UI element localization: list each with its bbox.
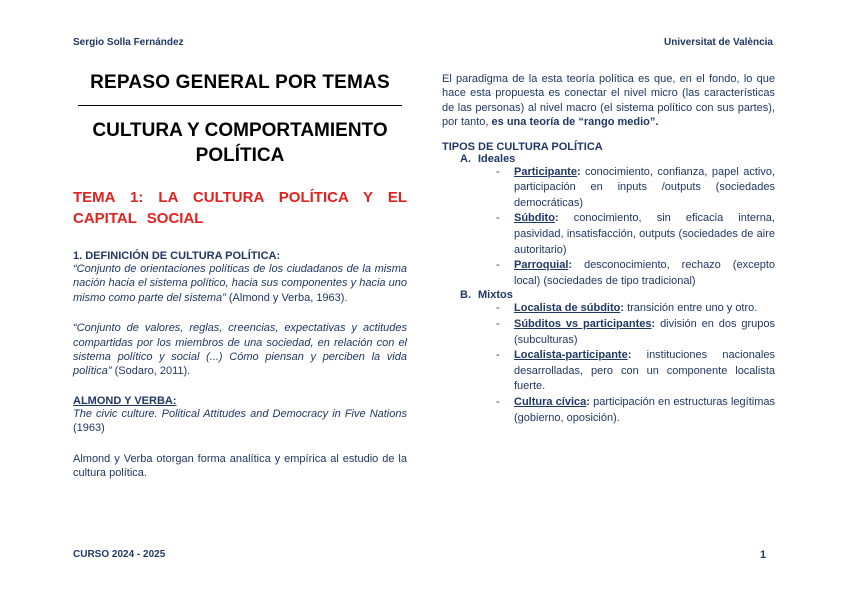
culture-type-term: Localista-participante [514, 349, 628, 362]
quote-citation: (Almond y Verba, 1963). [225, 291, 348, 304]
left-column [73, 72, 407, 480]
group-label: Mixtos [478, 289, 513, 302]
header-institution: Universitat de València [664, 37, 773, 48]
list-item [442, 348, 775, 395]
list-item [442, 258, 775, 289]
intro-bold-text: es una teoría de “rango medio”. [491, 116, 659, 129]
bullet-dash: - [496, 317, 500, 330]
book-title: The civic culture. Political Attitudes and Democracy in Five Nations [73, 407, 407, 420]
page-number: 1 [760, 549, 767, 561]
term-colon: : [586, 395, 590, 408]
culture-type-description: conocimiento, confianza, papel activo, participación en inputs /outputs (sociedades democráticas) [514, 165, 775, 209]
culture-type-description: participación en estructuras legítimas (gobierno, oposición). [514, 395, 775, 424]
culture-type-description: instituciones nacionales desarrolladas, pero con un componente localista fuerte. [514, 349, 775, 393]
culture-type-term: Súbdito [514, 212, 555, 225]
term-colon: : [620, 302, 625, 315]
culture-type-description: conocimiento, sin eficacia interna, pasividad, insatisfacción, outputs (sociedades de aire autoritario) [514, 212, 775, 256]
culture-type-term: Parroquial [514, 259, 569, 272]
closing-paragraph: Almond y Verba otorgan forma analítica y empírica al estudio de la cultura política. [73, 452, 407, 480]
culture-type-description: desconocimiento, rechazo (excepto local) (sociedades de tipo tradicional) [514, 259, 775, 287]
group-label: Ideales [478, 152, 516, 165]
book-reference [73, 407, 407, 436]
intro-text: El paradigma de la esta teoría política es que, en el fondo, lo que hace esta propuesta es conectar el nivel micro (las características de las personas) al nivel macro (el sistema político con sus partes), por tanto, [442, 73, 775, 129]
list-item [442, 301, 775, 317]
term-colon: : [568, 259, 573, 272]
term-colon: : [576, 165, 581, 178]
culture-type-list [442, 301, 775, 426]
bullet-dash: - [496, 395, 500, 408]
quote-sodaro [73, 321, 407, 379]
bullet-dash: - [496, 259, 500, 272]
quote-text: “Conjunto de orientaciones políticas de los ciudadanos de la misma nación hacia el sistema político, hacia sus componentes y hacia uno mismo como parte del sistema” [73, 263, 407, 304]
intro-paragraph [442, 72, 775, 130]
bullet-dash: - [496, 302, 500, 315]
bullet-dash: - [496, 165, 500, 178]
document-subtitle: CULTURA Y COMPORTAMIENTO POLÍTICA [92, 120, 388, 166]
book-year: (1963) [73, 422, 105, 435]
culture-type-groups [442, 153, 775, 427]
header-author: Sergio Solla Fernández [73, 37, 184, 48]
footer-course: CURSO 2024 - 2025 [73, 549, 166, 560]
list-item [442, 165, 775, 212]
culture-type-description: transición entre uno y otro. [624, 302, 758, 315]
quote-almond-verba [73, 262, 407, 305]
group-heading [460, 289, 775, 301]
culture-type-term: Participante [514, 165, 577, 178]
term-colon: : [651, 317, 656, 330]
bullet-dash: - [496, 212, 500, 225]
almond-verba-heading: ALMOND Y VERBA: [73, 394, 177, 407]
list-item [442, 395, 775, 426]
culture-type-list [442, 165, 775, 290]
culture-type-term: Súbditos vs participantes [514, 317, 652, 330]
term-colon: : [554, 212, 559, 225]
tema-heading: TEMA 1: LA CULTURA POLÍTICA Y EL CAPITAL SOCIAL [73, 189, 407, 227]
title-divider [78, 105, 402, 106]
term-colon: : [627, 349, 632, 362]
quote-text: “Conjunto de valores, reglas, creencias, expectativas y actitudes compartidas por los miembros de una sociedad, en relación con el sistema político y social (...) Cómo piensan y perciben la vida política” [73, 322, 407, 378]
culture-type-term: Cultura cívica [514, 395, 587, 408]
group-heading [460, 153, 775, 165]
culture-type-description: división en dos grupos (subculturas) [514, 317, 775, 346]
tipos-heading: TIPOS DE CULTURA POLÍTICA [442, 140, 603, 153]
list-item [442, 317, 775, 348]
right-column [442, 72, 775, 426]
section-heading-definicion: 1. DEFINICIÓN DE CULTURA POLÍTICA: [73, 250, 281, 262]
group-letter: B. [460, 289, 471, 302]
bullet-dash: - [496, 349, 500, 362]
group-letter: A. [460, 152, 471, 165]
list-item [442, 211, 775, 258]
page-title: REPASO GENERAL POR TEMAS [90, 72, 390, 93]
culture-type-term: Localista de súbdito [514, 302, 621, 315]
quote-citation: (Sodaro, 2011). [111, 365, 191, 378]
